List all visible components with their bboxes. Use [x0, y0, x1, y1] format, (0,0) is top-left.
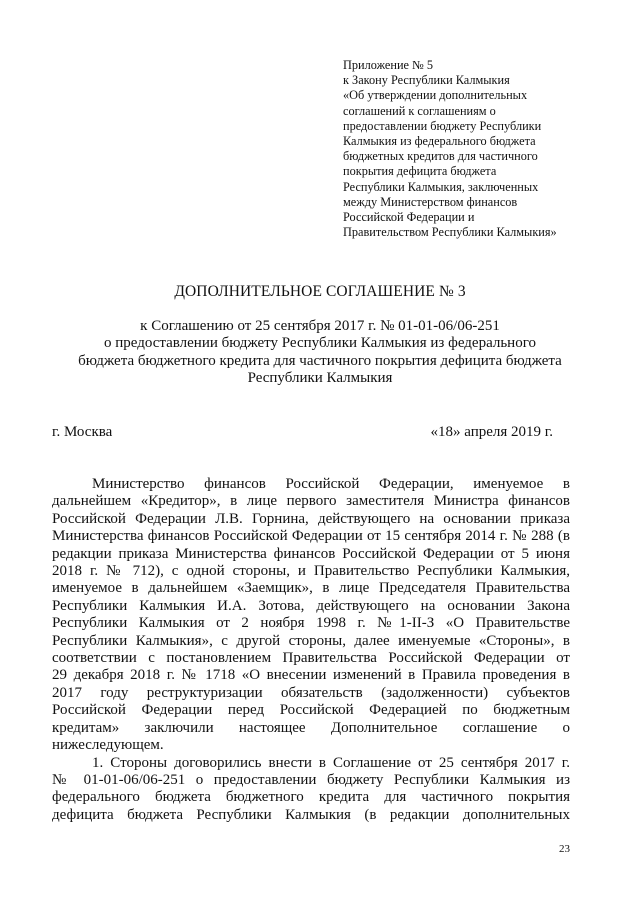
paragraph-1-line: Российской Федерации Л.В. Горнина, действующего на основании приказа — [52, 510, 570, 527]
paragraph-2-line: федерального бюджета бюджетного кредита для частичного покрытия — [52, 789, 570, 806]
appendix-line: Республики Калмыкия, заключенных — [343, 179, 539, 194]
appendix-line: Калмыкия из федерального бюджета — [343, 134, 536, 149]
paragraph-1-line: дальнейшем «Кредитор», в лице первого заместителя Министра финансов — [52, 493, 570, 510]
paragraph-2-line: 1. Стороны договорились внести в Соглашение от 25 сентября 2017 г. — [92, 754, 570, 771]
appendix-line: соглашений к соглашениям о — [343, 103, 496, 118]
signing-date: «18» апреля 2019 г. — [430, 424, 553, 440]
appendix-line: Приложение № 5 — [343, 58, 434, 72]
paragraph-1-line: именуемое в дальнейшем «Заемщик», в лице Председателя Правительства — [52, 580, 570, 597]
paragraph-1-line: кредитам» заключили настоящее Дополнительное соглашение о — [52, 719, 570, 736]
paragraph-1-line: нижеследующем. — [52, 737, 164, 754]
paragraph-1-line: Республики Калмыкия от 2 ноября 1998 г. №1-II-З «О Правительстве — [52, 615, 570, 632]
appendix-line: между Министерством финансов — [343, 194, 518, 209]
appendix-line: Российской Федерации и — [343, 210, 475, 225]
body-text — [52, 476, 570, 824]
subtitle-line: о предоставлении бюджету Республики Калмыкия из федерального — [103, 335, 536, 352]
paragraph-2-line: № 01-01-06/06-251 о предоставлении бюджету Республики Калмыкия из — [52, 771, 570, 788]
appendix-line: к Закону Республики Калмыкия — [343, 73, 510, 88]
subtitle-line: к Соглашению от 25 сентября 2017 г. № 01-01-06/06-251 — [140, 318, 500, 334]
document-subtitle — [0, 318, 640, 388]
paragraph-1-line: 29 декабря 2018 г. № 1718 «О внесении изменений в Правила проведения в — [52, 667, 570, 684]
paragraph-1-line: редакции приказа Министерства финансов Российской Федерации от 5 июня — [52, 545, 570, 562]
appendix-line: покрытия дефицита бюджета — [343, 164, 497, 179]
paragraph-1-line: 2018 г. № 712), с одной стороны, и Правительство Республики Калмыкия, — [52, 563, 570, 580]
appendix-line: Правительством Республики Калмыкия» — [343, 225, 557, 240]
paragraph-1-line: соответствии с постановлением Правительства Российской Федерации от — [52, 650, 570, 667]
paragraph-2-line: дефицита бюджета Республики Калмыкия (в редакции дополнительных — [52, 806, 570, 823]
paragraph-1-line: Министерства финансов Российской Федерации от 15 сентября 2014 г. № 288 (в — [52, 528, 570, 545]
subtitle-line: бюджета бюджетного кредита для частичного покрытия дефицита бюджета — [78, 352, 562, 369]
signing-place: г. Москва — [52, 424, 113, 440]
subtitle-line: Республики Калмыкия — [247, 370, 393, 387]
document-title: ДОПОЛНИТЕЛЬНОЕ СОГЛАШЕНИЕ № 3 — [174, 283, 466, 300]
page-number: 23 — [559, 843, 570, 855]
appendix-line: бюджетных кредитов для частичного — [343, 149, 538, 164]
appendix-line: предоставлении бюджету Республики — [343, 118, 542, 133]
appendix-line: «Об утверждении дополнительных — [343, 88, 528, 103]
paragraph-1-line: 2017 году реструктуризации обязательств (задолженности) субъектов — [52, 684, 570, 701]
appendix-block — [343, 58, 603, 240]
paragraph-1-line: Российской Федерации перед Российской Федерацией по бюджетным — [52, 702, 570, 719]
paragraph-1-line: Министерство финансов Российской Федерации, именуемое в — [92, 476, 570, 492]
paragraph-1-line: Республики Калмыкия», с другой стороны, далее именуемые «Стороны», в — [52, 632, 570, 649]
paragraph-1-line: Республики Калмыкия И.А. Зотова, действующего на основании Закона — [52, 597, 570, 614]
